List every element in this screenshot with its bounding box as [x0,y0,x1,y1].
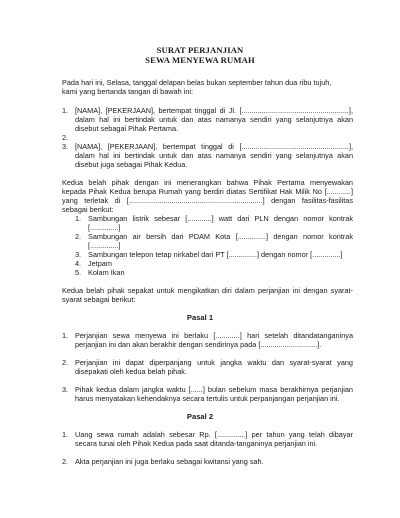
title-line-2: SEWA MENYEWA RUMAH [145,55,255,65]
pasal-2-heading: Pasal 2 [186,412,214,421]
pasal-1-item-3-line-2: harus menyatakan kehendaknya secara tertulis untuk perpanjangan perjanjian ini. [75,394,340,403]
pasal-1-item-1-line-1: Perjanjian sewa menyewa ini berlaku [............] hari setelah ditandatanganinya [75,331,353,340]
party-empty-number: 2. [62,133,69,142]
pasal-2-item-2-number: 2. [62,457,69,466]
binding-line-1: Kedua belah pihak sepakat untuk mengikatkan diri dalam perjanjian ini dengan syarat- [62,286,353,295]
party-1-line-2: dalam hal ini bertindak untuk dan atas namanya sendiri yang selanjutnya akan [75,115,353,124]
party-2-line-3: disebut juga sebagai Pihak Kedua. [75,160,188,169]
agreement-line-4: sebagai berikut: [62,205,114,214]
pasal-1-item-1-number: 1. [62,331,69,340]
facility-1-line-2: [..............] [88,223,121,232]
facility-1-number: 1. [75,214,82,223]
pasal-1-item-1-line-2: perjanjian ini dan akan berakhir dengan sendirinya pada [............................]. [75,340,322,349]
pasal-1-item-2-line-2: disepakati oleh kedua belah pihak. [75,367,187,376]
facility-1-line-1: Sambungan listrik sebesar [............] watt dari PLN dengan nomor kontrak [88,214,353,223]
facility-3-number: 3. [75,250,82,259]
facility-4-number: 4. [75,259,82,268]
pasal-2-item-1-line-2: secara tunai oleh Pihak Kedua pada saat ditanda-tanganinya perjanjian ini. [75,439,318,448]
intro-paragraph-line-1: Pada hari ini, Selasa, tanggal delapan belas bukan september tahun dua ribu tujuh, [62,78,332,87]
party-1-number: 1. [62,106,69,115]
pasal-1-item-2-number: 2. [62,358,69,367]
binding-line-2: syarat sebagai berikut: [62,295,136,304]
facility-3-line-1: Sambungan telepon tetap nirkabel dari PT [..............] dengan nomor [..............] [88,250,343,259]
pasal-2-item-1-number: 1. [62,430,69,439]
facility-2-line-1: Sambungan air bersih dari PDAM Kota [..............] dengan nomor kontrak [88,232,353,241]
party-2-number: 3. [62,142,69,151]
agreement-line-1: Kedua belah pihak dengan ini menerangkan bahwa Pihak Pertama menyewakan [62,178,353,187]
party-2-line-1: [NAMA], [PEKERJAAN], bertempat tinggal di [.....................................................], [75,142,353,151]
pasal-1-item-3-number: 3. [62,385,69,394]
facility-5-number: 5. [75,268,82,277]
facility-4-line-1: Jetpam [88,259,112,268]
title-line-1: SURAT PERJANJIAN [156,45,244,55]
party-1-line-1: [NAMA], [PEKERJAAN], bertempat tinggal di Jl. [.....................................................], [75,106,353,115]
agreement-line-2: kepada Pihak Kedua berupa Rumah yang berdiri diatas Sertifikat Hak Milik No [............] [62,187,353,196]
agreement-line-3: yang terletak di [..................................................................] dengan fasilitas-fasilitas [62,196,353,205]
pasal-1-item-3-line-1: Pihak kedua dalam jangka waktu [......] bulan sebelum masa berakhirnya perjanjian [75,385,353,394]
facility-5-line-1: Kolam Ikan [88,268,125,277]
intro-paragraph-line-2: kami yang bertanda tangan di bawah ini: [62,87,194,96]
party-2-line-2: dalam hal ini bertindak untuk dan atas namanya sendiri yang selanjutnya akan [75,151,353,160]
pasal-1-heading: Pasal 1 [186,313,214,322]
facility-2-number: 2. [75,232,82,241]
pasal-2-item-1-line-1: Uang sewa rumah adalah sebesar Rp. [..............] per tahun yang telah dibayar [75,430,353,439]
party-1-line-3: disebut sebagai Pihak Pertama. [75,124,179,133]
pasal-1-item-2-line-1: Perjanjian ini dapat diperpanjang untuk jangka waktu dan syarat-syarat yang [75,358,353,367]
pasal-2-item-2-line-1: Akta perjanjian ini juga berlaku sebagai kwitansi yang sah. [75,457,264,466]
facility-2-line-2: [..............] [88,241,121,250]
